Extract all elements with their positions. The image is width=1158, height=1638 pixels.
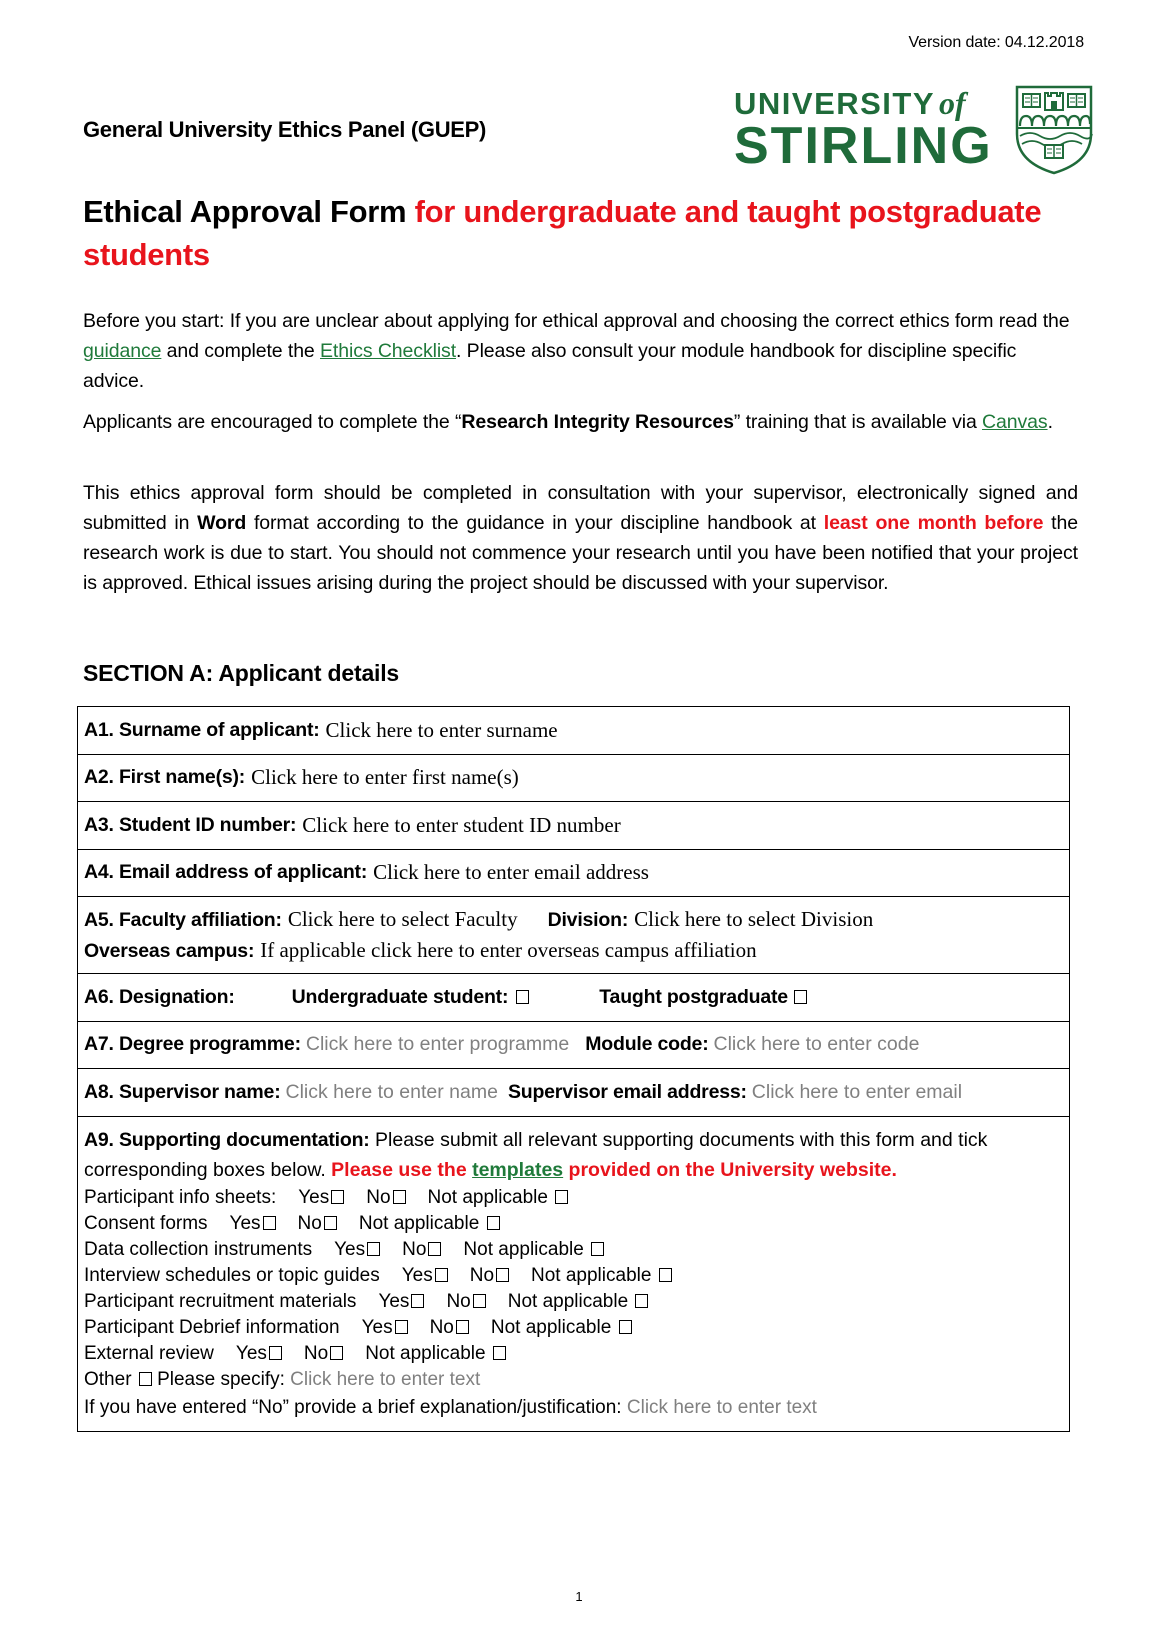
intro-paragraph-1 [83, 306, 1078, 396]
first-name-label: A2. First name(s): [84, 766, 246, 789]
templates-notice-end: provided on the University website. [563, 1158, 897, 1181]
taught-postgraduate-label: Taught postgraduate [599, 985, 788, 1008]
title-red: for undergraduate and taught postgraduate students [83, 194, 1042, 272]
form-title [83, 190, 1083, 276]
overseas-campus-field[interactable]: If applicable click here to enter overseas campus affiliation [260, 938, 757, 962]
no-label: No [297, 1212, 322, 1234]
justification-field[interactable]: Click here to enter text [626, 1396, 817, 1418]
no-checkbox[interactable] [393, 1190, 406, 1204]
intro-text: Before you start: If you are unclear about applying for ethical approval and choosing the correct ethics form read the [83, 310, 1070, 332]
supervisor-name-label: A8. Supervisor name: [84, 1080, 281, 1103]
no-label: No [402, 1238, 427, 1260]
justification-line [84, 1395, 817, 1421]
intro-text: ” training that is available via [733, 411, 983, 433]
division-select[interactable]: Click here to select Division [634, 907, 874, 931]
na-checkbox[interactable] [591, 1242, 604, 1256]
surname-field[interactable]: Click here to enter surname [325, 717, 558, 742]
doc-item-recruitment-materials [84, 1289, 648, 1315]
email-field[interactable]: Click here to enter email address [373, 860, 649, 885]
supervisor-name-field[interactable]: Click here to enter name [285, 1080, 498, 1103]
version-date: Version date: 04.12.2018 [908, 34, 1084, 51]
row-a1 [78, 707, 1069, 755]
na-checkbox[interactable] [635, 1294, 648, 1308]
no-label: No [303, 1342, 329, 1364]
word-bold: Word [197, 512, 247, 534]
page-number: 1 [575, 1589, 583, 1604]
yes-label: Yes [298, 1186, 330, 1208]
undergraduate-checkbox[interactable] [516, 990, 529, 1004]
section-a-heading: SECTION A: Applicant details [83, 660, 400, 686]
logo-university: UNIVERSITY [734, 86, 936, 121]
no-label: No [366, 1186, 391, 1208]
no-checkbox[interactable] [330, 1346, 343, 1360]
no-label: No [446, 1290, 471, 1312]
no-label: No [429, 1316, 454, 1338]
no-checkbox[interactable] [324, 1216, 337, 1230]
row-a2 [78, 755, 1069, 803]
logo-stirling: STIRLING [734, 117, 993, 175]
doc-item-label: Participant Debrief information [84, 1316, 340, 1338]
module-code-field[interactable]: Click here to enter code [713, 1033, 920, 1056]
doc-item-other [84, 1367, 480, 1393]
yes-label: Yes [378, 1290, 410, 1312]
na-checkbox[interactable] [555, 1190, 568, 1204]
yes-checkbox[interactable] [435, 1268, 448, 1282]
faculty-label: A5. Faculty affiliation: [84, 909, 282, 931]
yes-checkbox[interactable] [411, 1294, 424, 1308]
intro-text: the research work is due to start. You should not commence your research until you have been notified that your project is approved. Ethical issues arising during the project should be discussed with your supervisor. [83, 512, 1078, 594]
doc-item-label: Participant info sheets: [84, 1186, 277, 1208]
supporting-docs-text: Please submit all relevant supporting documents with this form and tick corresponding boxes below. [84, 1128, 988, 1181]
yes-label: Yes [235, 1342, 267, 1364]
na-checkbox[interactable] [487, 1216, 500, 1230]
supervisor-email-label: Supervisor email address: [507, 1080, 747, 1103]
division-label: Division: [547, 909, 629, 931]
surname-label: A1. Surname of applicant: [84, 718, 320, 741]
doc-item-label: Participant recruitment materials [84, 1290, 357, 1312]
no-checkbox[interactable] [496, 1268, 509, 1282]
module-code-label: Module code: [585, 1033, 709, 1056]
na-checkbox[interactable] [659, 1268, 672, 1282]
supporting-docs-label: A9. Supporting documentation: [84, 1128, 370, 1151]
degree-programme-field[interactable]: Click here to enter programme [305, 1033, 570, 1056]
first-name-field[interactable]: Click here to enter first name(s) [251, 765, 519, 790]
designation-label: A6. Designation: [84, 985, 235, 1008]
doc-item-label: Data collection instruments [84, 1238, 313, 1260]
na-label: Not applicable [463, 1238, 590, 1260]
doc-item-label: External review [84, 1342, 214, 1364]
taught-postgraduate-checkbox[interactable] [794, 990, 807, 1004]
no-checkbox[interactable] [473, 1294, 486, 1308]
intro-text: . [1047, 411, 1053, 433]
student-id-label: A3. Student ID number: [84, 813, 297, 836]
templates-link[interactable]: templates [472, 1158, 564, 1181]
doc-item-label: Consent forms [84, 1212, 208, 1234]
doc-item-interview-schedules [84, 1263, 672, 1289]
na-checkbox[interactable] [493, 1346, 506, 1360]
title-black: Ethical Approval Form [83, 194, 415, 229]
yes-checkbox[interactable] [331, 1190, 344, 1204]
na-label: Not applicable [490, 1316, 617, 1338]
justification-label: If you have entered “No” provide a brief explanation/justification: [84, 1396, 627, 1418]
research-integrity-bold: Research Integrity Resources [461, 411, 734, 433]
intro-text: Applicants are encouraged to complete the “ [83, 411, 462, 433]
doc-item-external-review [84, 1341, 506, 1367]
other-checkbox[interactable] [139, 1372, 152, 1386]
yes-label: Yes [229, 1212, 261, 1234]
canvas-link[interactable]: Canvas [982, 411, 1048, 433]
na-checkbox[interactable] [619, 1320, 632, 1334]
panel-title: General University Ethics Panel (GUEP) [83, 117, 487, 142]
intro-paragraph-3 [83, 478, 1078, 598]
degree-programme-label: A7. Degree programme: [84, 1033, 301, 1056]
yes-label: Yes [401, 1264, 433, 1286]
na-label: Not applicable [365, 1342, 491, 1364]
row-a6 [78, 974, 1069, 1022]
intro-text: format according to the guidance in your discipline handbook at [246, 512, 824, 534]
yes-label: Yes [334, 1238, 366, 1260]
deadline-warning: least one month before [823, 512, 1044, 534]
student-id-field[interactable]: Click here to enter student ID number [302, 812, 621, 837]
row-a9 [78, 1117, 1069, 1431]
doc-item-label: Interview schedules or topic guides [84, 1264, 380, 1286]
yes-checkbox[interactable] [367, 1242, 380, 1256]
doc-item-data-collection [84, 1237, 604, 1263]
intro-paragraph-2 [83, 407, 1078, 437]
a9-intro [84, 1125, 1063, 1185]
doc-item-consent-forms [84, 1211, 500, 1237]
logo-of: of [939, 85, 966, 121]
doc-item-debrief-information [84, 1315, 632, 1341]
yes-checkbox[interactable] [263, 1216, 276, 1230]
row-a5 [78, 897, 1069, 974]
templates-notice: Please use the [331, 1158, 473, 1181]
other-label: Other [84, 1368, 137, 1390]
na-label: Not applicable [427, 1186, 554, 1208]
no-checkbox[interactable] [456, 1320, 469, 1334]
yes-checkbox[interactable] [269, 1346, 282, 1360]
university-crest-icon [1014, 84, 1094, 176]
row-a3 [78, 802, 1069, 850]
undergraduate-label: Undergraduate student: [291, 985, 509, 1008]
intro-text: . Please also consult your module handbook for discipline specific advice. [83, 340, 1017, 392]
ethics-checklist-link[interactable]: Ethics Checklist [320, 340, 457, 362]
intro-text: This ethics approval form should be completed in consultation with your supervisor, electronically signed and submitted in [83, 482, 1078, 534]
row-a4 [78, 850, 1069, 898]
row-a8 [78, 1069, 1069, 1117]
yes-checkbox[interactable] [395, 1320, 408, 1334]
no-checkbox[interactable] [428, 1242, 441, 1256]
please-specify-label: Please specify: [151, 1368, 291, 1390]
doc-item-participant-info [84, 1185, 568, 1211]
guidance-link[interactable]: guidance [83, 340, 162, 362]
supervisor-email-field[interactable]: Click here to enter email [751, 1080, 963, 1103]
faculty-select[interactable]: Click here to select Faculty [287, 907, 518, 931]
row-a7 [78, 1022, 1069, 1070]
na-label: Not applicable [531, 1264, 657, 1286]
yes-label: Yes [361, 1316, 393, 1338]
intro-text: and complete the [161, 340, 320, 362]
applicant-details-table [77, 706, 1070, 1432]
na-label: Not applicable [507, 1290, 634, 1312]
overseas-campus-label: Overseas campus: [84, 940, 255, 962]
university-logo [734, 84, 1094, 176]
no-label: No [469, 1264, 495, 1286]
other-specify-field[interactable]: Click here to enter text [290, 1368, 481, 1390]
email-label: A4. Email address of applicant: [84, 861, 368, 884]
na-label: Not applicable [358, 1212, 485, 1234]
